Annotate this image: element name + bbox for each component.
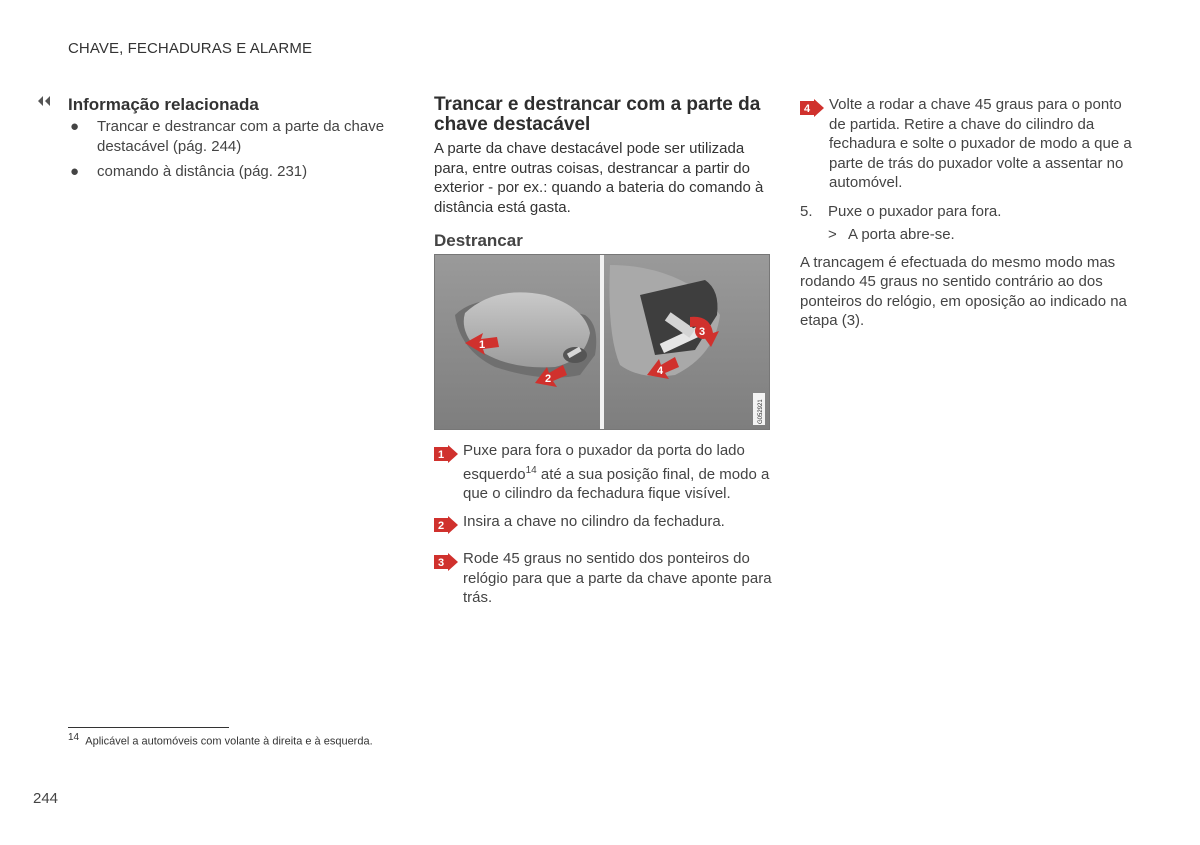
footnote	[68, 732, 373, 748]
svg-text:3: 3	[699, 326, 706, 338]
step-1-text: Puxe para fora o puxador da porta do lado esquerdo	[463, 442, 745, 483]
step-1	[434, 441, 774, 504]
footnote-divider	[68, 727, 229, 728]
step-1-text-cont: até a sua posição final, de modo a que o cilindro da fechadura fique visível.	[463, 465, 770, 502]
double-left-arrow-icon	[36, 95, 52, 110]
subsection-title: Destrancar	[434, 231, 523, 250]
related-link-text[interactable]: Trancar e destrancar com a parte da chave destacável (pág. 244)	[97, 118, 385, 155]
result-text: A porta abre-se.	[848, 226, 955, 243]
bullet-icon: ●	[70, 163, 80, 180]
unlock-steps	[434, 441, 774, 616]
step-5	[800, 202, 1135, 222]
related-link[interactable]	[68, 117, 398, 156]
step-4-badge-icon	[800, 99, 824, 117]
svg-text:3: 3	[438, 557, 445, 569]
step-5-text: Puxe o puxador para fora.	[828, 202, 1002, 220]
svg-text:1: 1	[479, 339, 486, 351]
section-title: Trancar e destrancar com a parte da chave destacável	[434, 94, 761, 135]
right-column	[800, 95, 1135, 331]
footnote-text: Aplicável a automóveis com volante à direita e à esquerda.	[85, 735, 373, 748]
svg-text:1: 1	[438, 449, 445, 461]
related-info-list	[68, 117, 398, 188]
section-intro: A parte da chave destacável pode ser utilizada para, entre outras coisas, destrancar a partir do exterior - por ex.: quando a bateria do comando à distância está gasta.	[434, 140, 764, 216]
step-2-badge-icon	[434, 516, 458, 534]
page-number: 244	[33, 790, 59, 807]
step-3-badge-icon	[434, 553, 458, 571]
result-marker-icon: >	[828, 226, 837, 243]
footnote-number: 14	[68, 732, 80, 743]
door-handle-illustration	[434, 254, 770, 430]
step-3-text: Rode 45 graus no sentido dos ponteiros do relógio para que a parte da chave aponte para trás.	[463, 550, 772, 606]
footnote-ref: 14	[525, 464, 537, 476]
related-info-title: Informação relacionada	[68, 95, 259, 114]
step-2	[434, 512, 774, 532]
bullet-icon: ●	[70, 118, 80, 135]
svg-text:4: 4	[657, 365, 664, 377]
related-link[interactable]	[68, 162, 398, 182]
svg-text:2: 2	[545, 373, 552, 385]
svg-text:2: 2	[438, 519, 445, 532]
locking-note: A trancagem é efectuada do mesmo modo mas rodando 45 graus no sentido contrário ao dos ponteiros do relógio, em oposição ao indicado na etapa (3).	[800, 253, 1127, 329]
step-4	[800, 95, 1135, 193]
step-5-result	[800, 225, 1135, 245]
step-2-text: Insira a chave no cilindro da fechadura.	[463, 512, 725, 530]
step-3	[434, 549, 774, 608]
svg-text:4: 4	[804, 103, 811, 115]
page-header: CHAVE, FECHADURAS E ALARME	[68, 40, 313, 57]
step-1-badge-icon	[434, 445, 458, 463]
figure-code: G052921	[758, 399, 764, 424]
step-4-text: Volte a rodar a chave 45 graus para o ponto de partida. Retire a chave do cilindro da fechadura e solte o puxador de modo a que a parte de trás do puxador volte a assentar no automóvel.	[829, 96, 1132, 191]
step-5-number: 5.	[800, 202, 813, 220]
related-link-text[interactable]: comando à distância (pág. 231)	[97, 163, 308, 180]
